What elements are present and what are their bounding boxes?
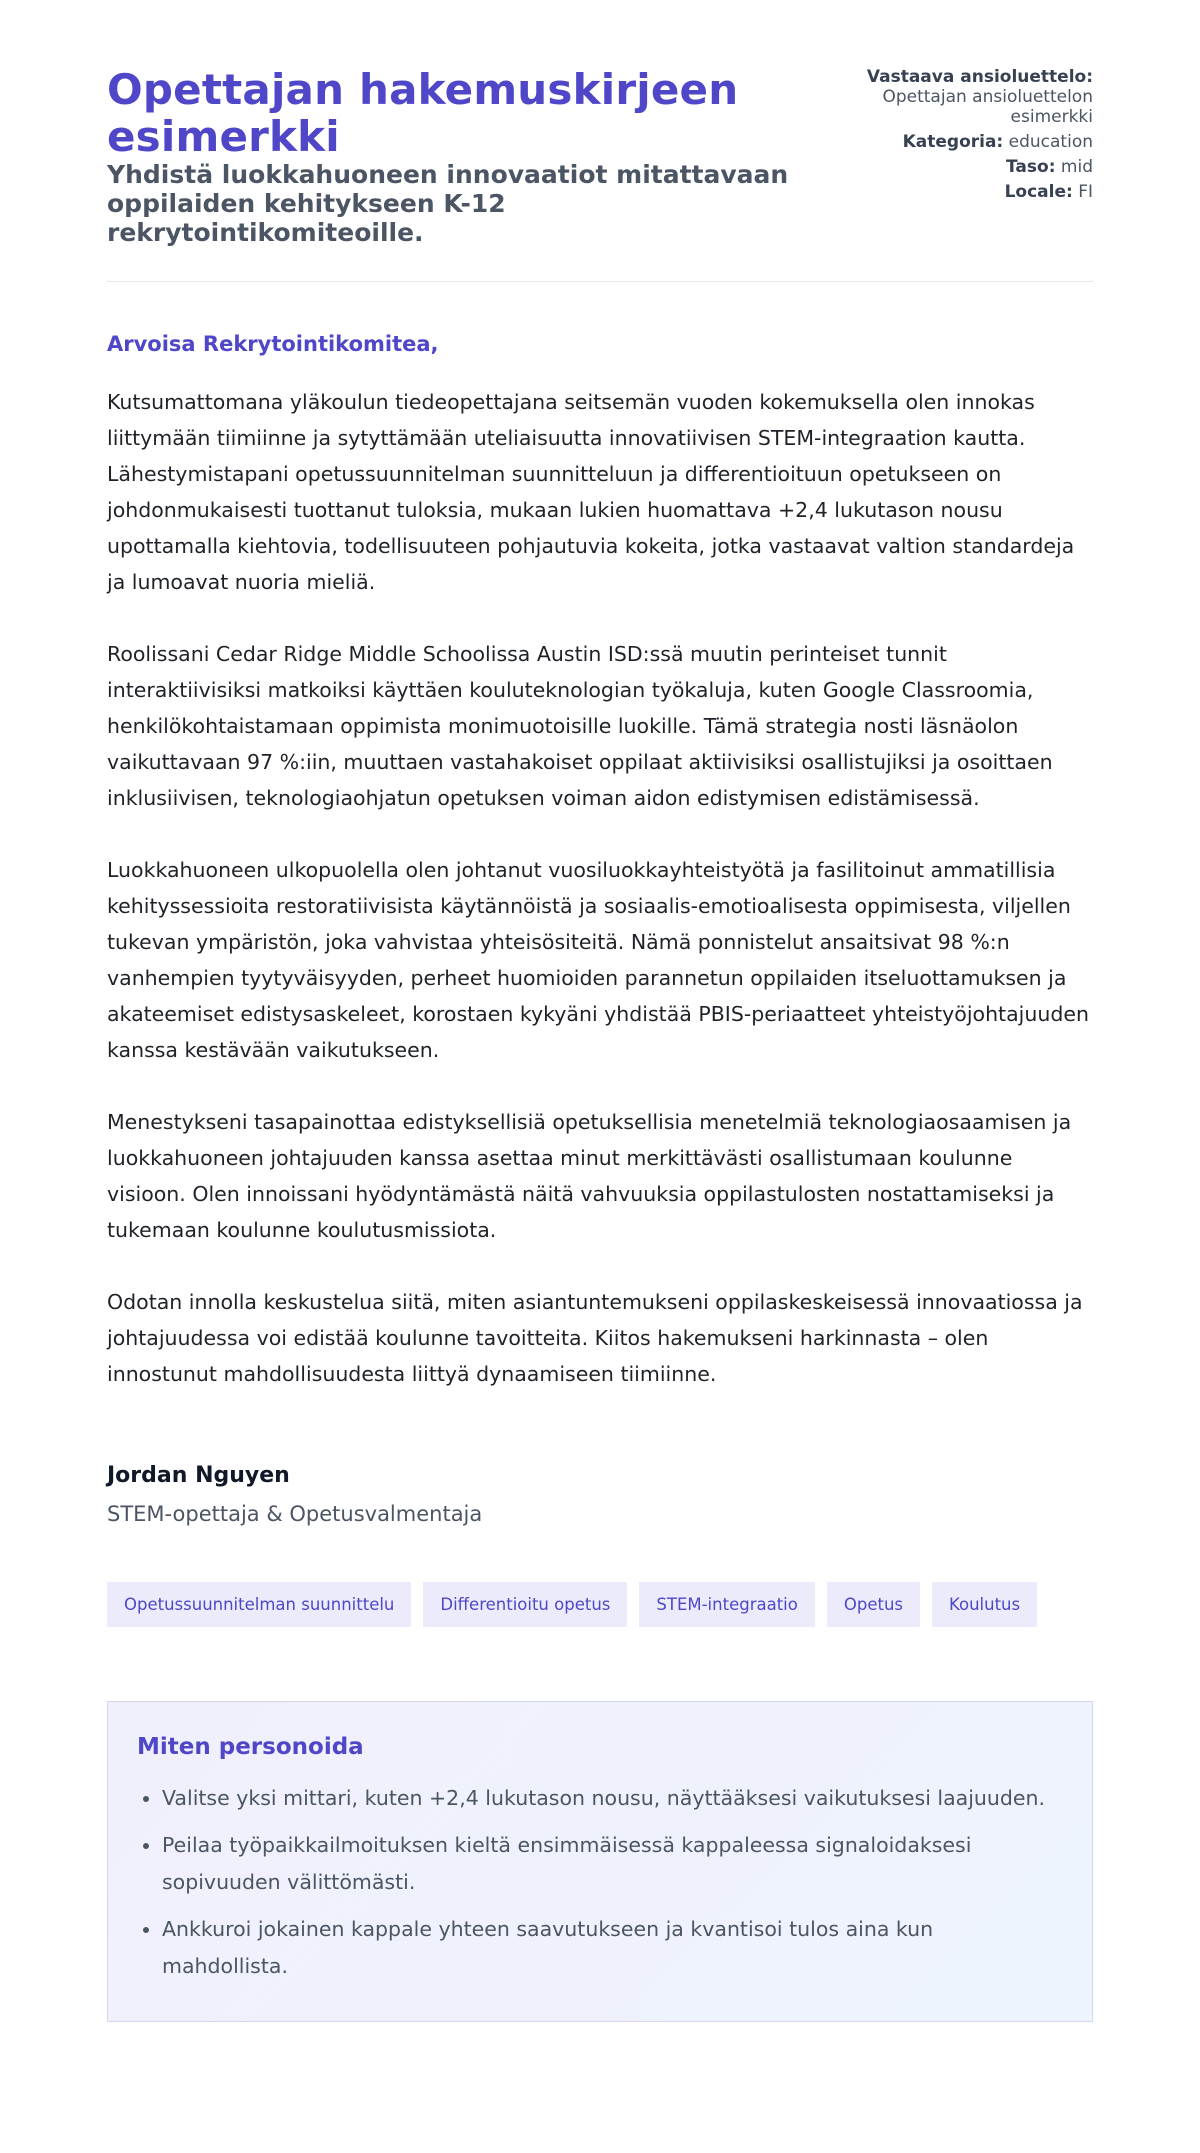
tips-list bbox=[137, 1780, 1063, 1985]
page-header bbox=[107, 66, 1093, 282]
skill-tag: Differentioitu opetus bbox=[423, 1582, 627, 1627]
letter-paragraph: Roolissani Cedar Ridge Middle Schoolissa Austin ISD:ssä muutin perinteiset tunnit interaktiivisiksi matkoiksi käyttäen kouluteknologian työkaluja, kuten Google Classroomia, henkilökohtaistamaan oppimista monimuotoisille luokille. Tämä strategia nosti läsnäolon vaikuttavaan 97 %:iin, muuttaen vastahakoiset oppilaat aktiivisiksi osallistujiksi ja osoittaen inklusiivisen, teknologiaohjatun opetuksen voiman aidon edistymisen edistämisessä. bbox=[107, 642, 1053, 810]
meta-resume-label: Vastaava ansioluettelo: bbox=[866, 67, 1093, 87]
personalize-tips-box bbox=[107, 1701, 1093, 2022]
meta-locale-value: FI bbox=[1078, 182, 1093, 202]
letter-paragraph: Menestykseni tasapainottaa edistyksellisiä opetuksellisia menetelmiä teknologiaosaamisen ja luokkahuoneen johtajuuden kanssa asettaa minut merkittävästi osallistumaan koulunne visioon. Olen innoissani hyödyntämästä näitä vahvuuksia oppilastulosten nostattamiseksi ja tukemaan koulunne koulutusmissiota. bbox=[107, 1110, 1072, 1242]
meta-level-label: Taso: bbox=[1006, 157, 1056, 177]
meta-resume-link[interactable]: Opettajan ansioluettelon esimerkki bbox=[882, 87, 1093, 127]
tips-list-item: • Valitse yksi mittari, kuten +2,4 lukutason nousu, näyttääksesi vaikutuksesi laajuuden. bbox=[162, 1780, 1063, 1817]
skill-tag: Koulutus bbox=[932, 1582, 1037, 1627]
meta-locale-label: Locale: bbox=[1004, 182, 1073, 202]
meta-level bbox=[803, 157, 1093, 177]
page-title: Opettajan hakemuskirjeen esimerkki bbox=[107, 65, 739, 161]
tips-list-item: • Peilaa työpaikkailmoituksen kieltä ensimmäisessä kappaleessa signaloidaksesi sopivuuden välittömästi. bbox=[162, 1827, 1063, 1901]
skill-tag: STEM-integraatio bbox=[639, 1582, 814, 1627]
page-subtitle: Yhdistä luokkahuoneen innovaatiot mitattavaan oppilaiden kehitykseen K-12 rekrytointikomiteoille. bbox=[107, 160, 789, 247]
letter-salutation: Arvoisa Rekrytointikomitea, bbox=[107, 332, 439, 356]
meta-level-value: mid bbox=[1060, 157, 1093, 177]
skill-tag: Opetussuunnitelman suunnittelu bbox=[107, 1582, 411, 1627]
meta-category-label: Kategoria: bbox=[902, 132, 1004, 152]
letter-paragraph: Odotan innolla keskustelua siitä, miten asiantuntemukseni oppilaskeskeisessä innovaatiossa ja johtajuudessa voi edistää koulunne tavoitteita. Kiitos hakemukseni harkinnasta – olen innostunut mahdollisuudesta liittyä dynaamiseen tiimiinne. bbox=[107, 1290, 1083, 1386]
tips-title: Miten personoida bbox=[137, 1734, 364, 1760]
skill-tag: Opetus bbox=[827, 1582, 920, 1627]
meta-category bbox=[803, 132, 1093, 152]
letter-paragraph: Luokkahuoneen ulkopuolella olen johtanut vuosiluokkayhteistyötä ja fasilitoinut ammatillisia kehityssessioita restoratiivisista käytännöistä ja sosiaalis-emotioalisesta oppimisesta, viljellen tukevan ympäristön, joka vahvistaa yhteisösiteitä. Nämä ponnistelut ansaitsivat 98 %:n vanhempien tyytyväisyyden, perheet huomioiden parannetun oppilaiden itseluottamuksen ja akateemiset edistysaskeleet, korostaen kykyäni yhdistää PBIS-periaatteet yhteistyöjohtajuuden kanssa kestävään vaikutukseen. bbox=[107, 858, 1089, 1062]
tips-list-item: • Ankkuroi jokainen kappale yhteen saavutukseen ja kvantisoi tulos aina kun mahdollista. bbox=[162, 1911, 1063, 1985]
letter-body bbox=[107, 384, 1093, 1392]
meta-panel bbox=[803, 66, 1093, 207]
signature-name: Jordan Nguyen bbox=[107, 1463, 290, 1488]
signature-block bbox=[107, 1462, 1093, 1528]
signature-role: STEM-opettaja & Opetusvalmentaja bbox=[107, 1502, 483, 1526]
title-block bbox=[107, 66, 803, 247]
meta-resume bbox=[803, 67, 1093, 127]
meta-category-value: education bbox=[1008, 132, 1093, 152]
skill-tags bbox=[107, 1582, 1093, 1627]
meta-locale bbox=[803, 182, 1093, 202]
letter-paragraph: Kutsumattomana yläkoulun tiedeopettajana seitsemän vuoden kokemuksella olen innokas liittymään tiimiinne ja sytyttämään uteliaisuutta innovatiivisen STEM-integraation kautta. Lähestymistapani opetussuunnitelman suunnitteluun ja differentioituun opetukseen on johdonmukaisesti tuottanut tuloksia, mukaan lukien huomattava +2,4 lukutason nousu upottamalla kiehtovia, todellisuuteen pohjautuvia kokeita, jotka vastaavat valtion standardeja ja lumoavat nuoria mieliä. bbox=[107, 390, 1075, 594]
